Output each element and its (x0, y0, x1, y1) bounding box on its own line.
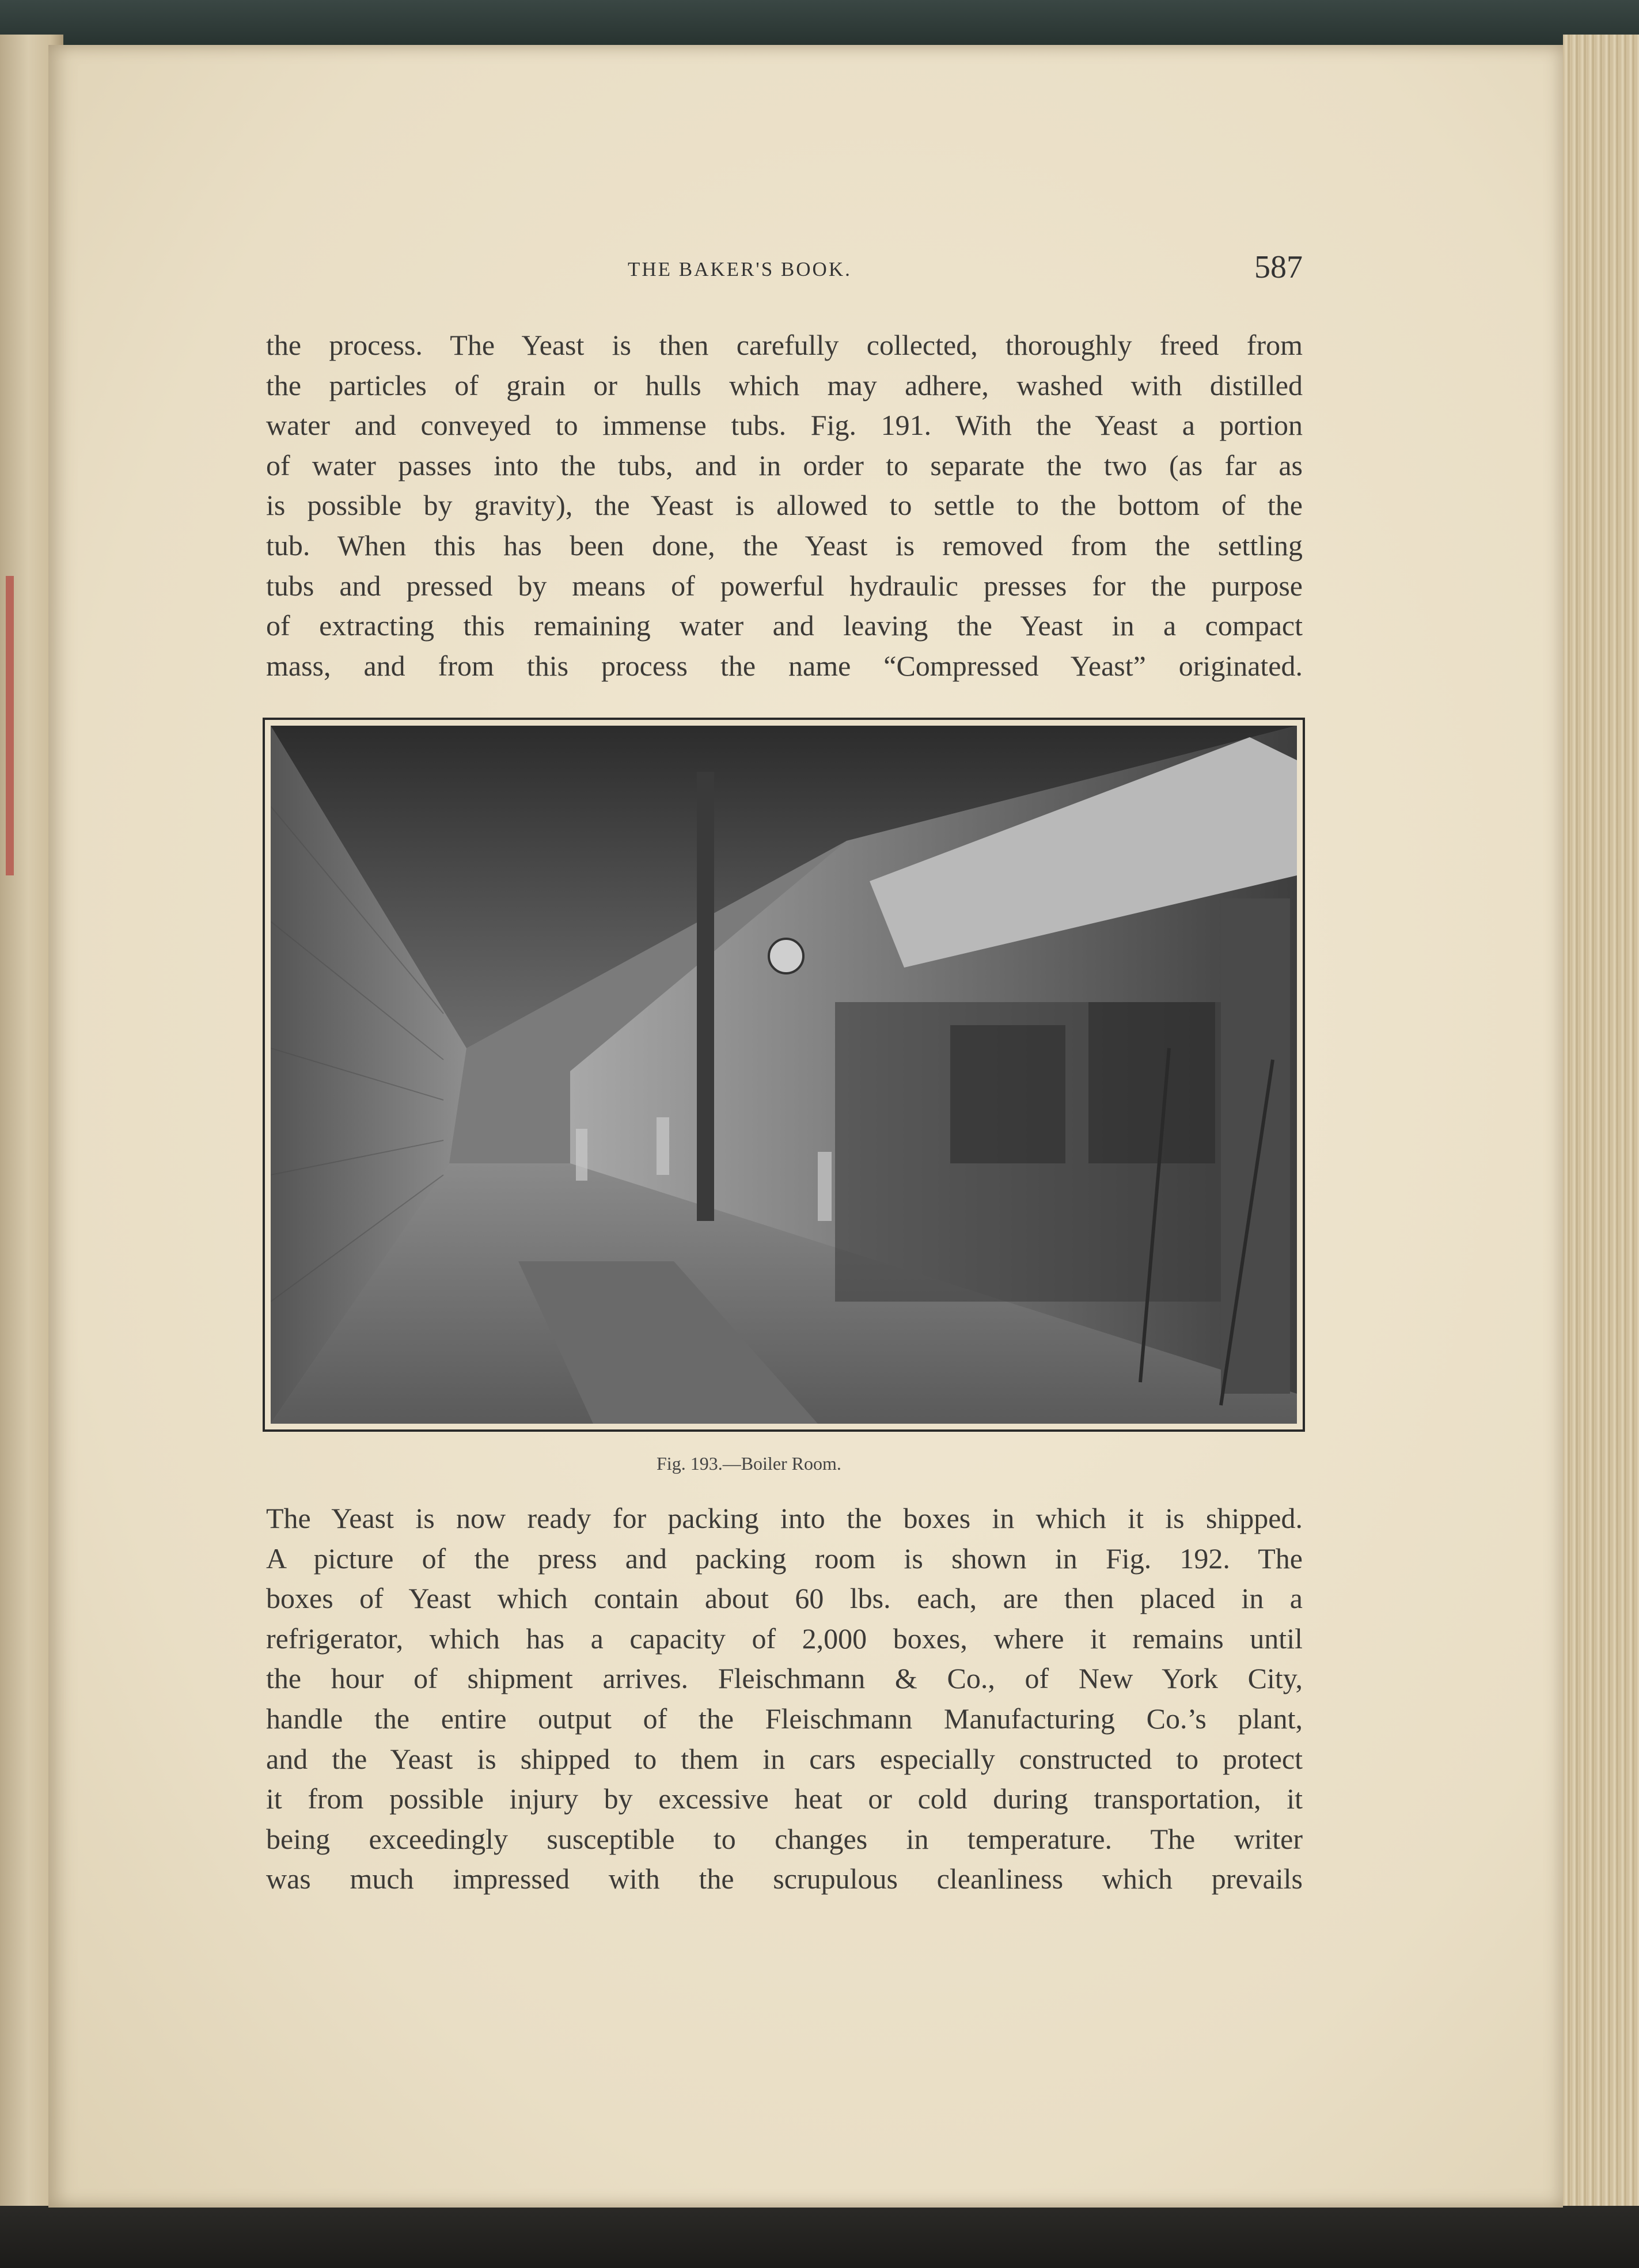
boiler-room-photograph (263, 718, 1305, 1432)
text-line: was much impressed with the scrupulous cleanliness which prevails (266, 1863, 1303, 1895)
text-line: refrigerator, which has a capacity of 2,000 boxes, where it remains until (266, 1622, 1303, 1655)
text-line: mass, and from this process the name “Compressed Yeast” originated. (266, 649, 1303, 682)
page-fore-edge (1563, 35, 1639, 2217)
text-line: it from possible injury by excessive heat or cold during transportation, it (266, 1782, 1303, 1815)
text-line: of water passes into the tubs, and in order to separate the two (as far as (266, 449, 1303, 481)
text-line: A picture of the press and packing room is shown in Fig. 192. The (266, 1542, 1303, 1575)
paragraph-top (266, 325, 1303, 686)
book-cover-bottom (0, 2206, 1639, 2268)
boiler-room-image (271, 726, 1297, 1424)
paragraph-bottom (266, 1499, 1303, 1899)
text-line: being exceedingly susceptible to changes in temperature. The writer (266, 1822, 1303, 1855)
running-head: THE BAKER'S BOOK. (628, 258, 852, 280)
text-line: is possible by gravity), the Yeast is allowed to settle to the bottom of the (266, 489, 1303, 522)
text-line: and the Yeast is shipped to them in cars especially constructed to protect (266, 1742, 1303, 1775)
text-line: tubs and pressed by means of powerful hydraulic presses for the purpose (266, 569, 1303, 602)
ribbon-marker (6, 576, 14, 875)
text-line: tub. When this has been done, the Yeast is removed from the settling (266, 529, 1303, 562)
text-line: the hour of shipment arrives. Fleischmann & Co., of New York City, (266, 1662, 1303, 1695)
text-line: boxes of Yeast which contain about 60 lbs. each, are then placed in a (266, 1582, 1303, 1615)
text-line: the particles of grain or hulls which may adhere, washed with distilled (266, 369, 1303, 401)
text-line: the process. The Yeast is then carefully collected, thoroughly freed from (266, 329, 1303, 361)
figure-caption: Fig. 193.—Boiler Room. (657, 1453, 841, 1474)
text-line: The Yeast is now ready for packing into the boxes in which it is shipped. (266, 1502, 1303, 1534)
page-number: 587 (1254, 249, 1303, 285)
book-cover-top (0, 0, 1639, 52)
text-line: of extracting this remaining water and leaving the Yeast in a compact (266, 609, 1303, 642)
text-line: handle the entire output of the Fleischmann Manufacturing Co.’s plant, (266, 1702, 1303, 1735)
text-line: water and conveyed to immense tubs. Fig. 191. With the Yeast a portion (266, 409, 1303, 442)
